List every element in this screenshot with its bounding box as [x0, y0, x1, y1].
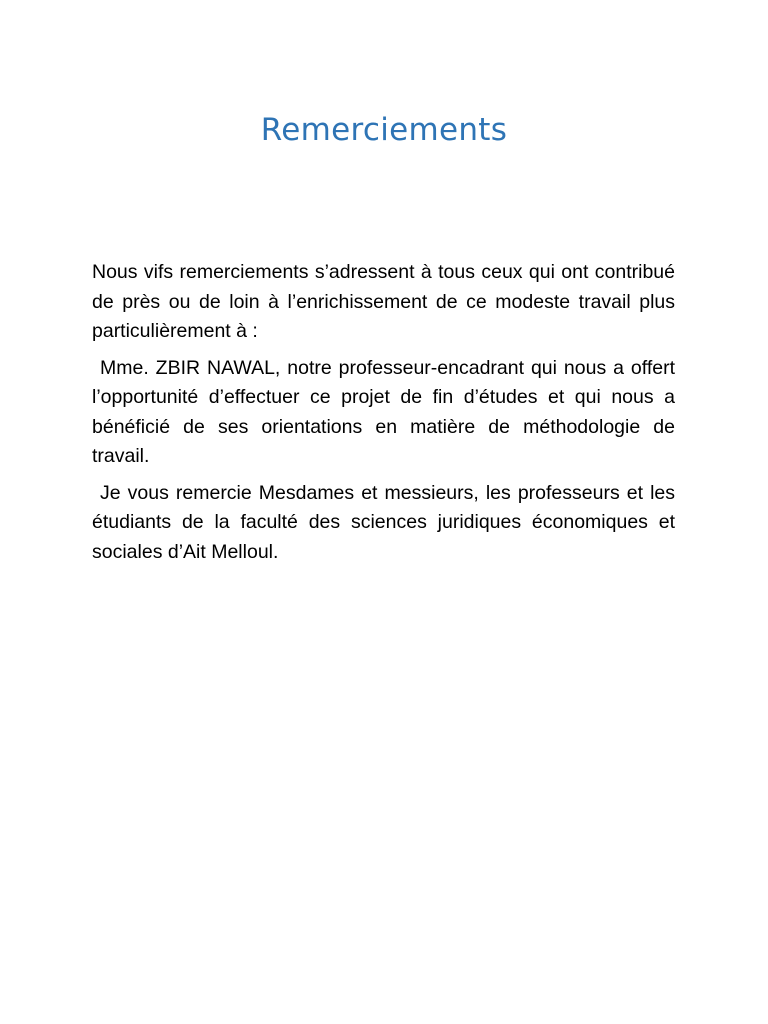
paragraph-faculty: Je vous remercie Mesdames et messieurs, les professeurs et les étudiants de la faculté des sciences juridiques économiques et sociales d’Ait Melloul. [92, 481, 675, 563]
acknowledgement-body [92, 258, 675, 574]
page-title: Remerciements [260, 112, 508, 148]
paragraph-intro: Nous vifs remerciements s’adressent à tous ceux qui ont contribué de près ou de loin à l’enrichissement de ce modeste travail plus particulièrement à : [92, 261, 675, 342]
paragraph-supervisor: Mme. ZBIR NAWAL, notre professeur-encadrant qui nous a offert l’opportunité d’effectuer ce projet de fin d’études et qui nous a bénéficié de ses orientations en matière de méthodologie de travail. [92, 356, 675, 467]
